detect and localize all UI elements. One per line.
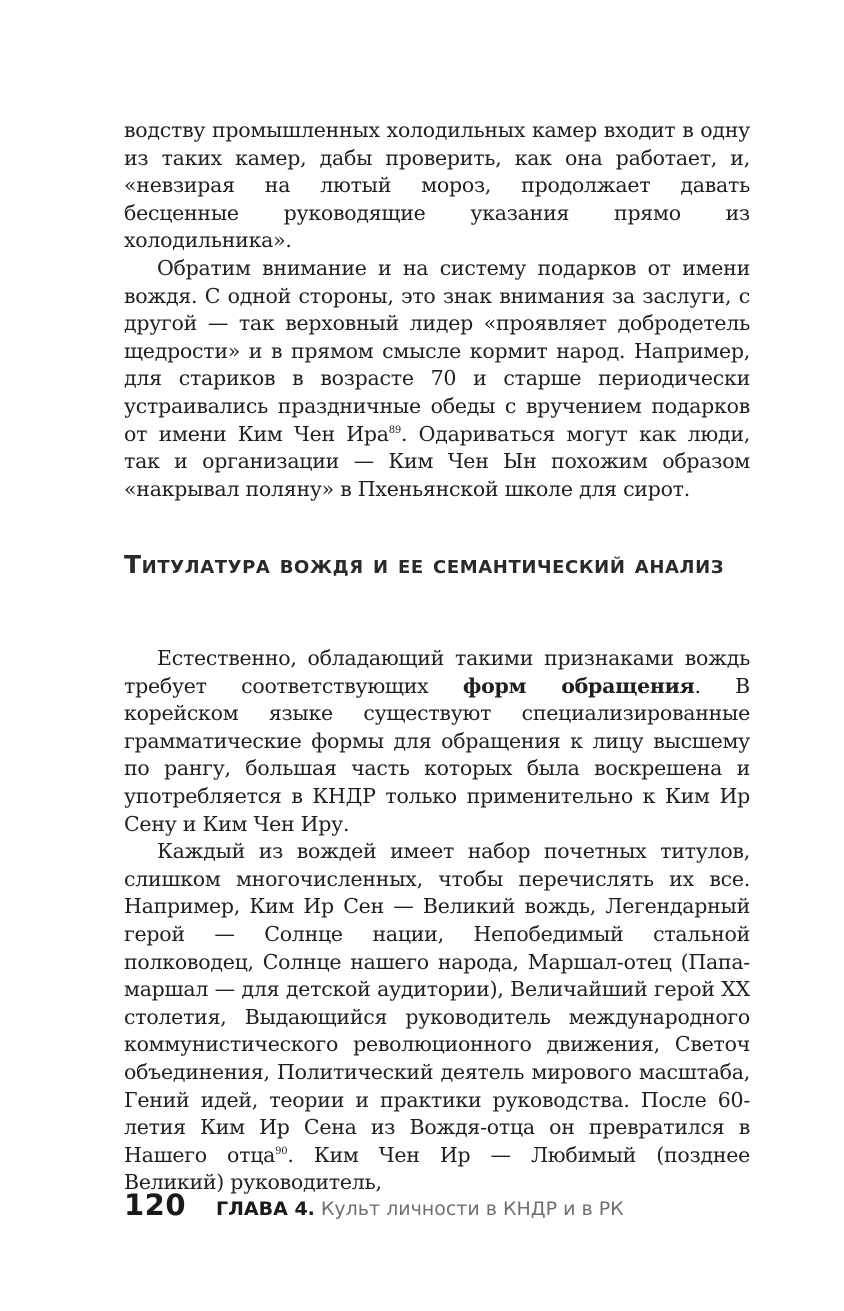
chapter-label: ГЛАВА 4. [216,1198,315,1220]
page-number: 120 [124,1188,187,1222]
page-footer [124,1188,624,1228]
paragraph-text: . Одариваться могут как люди, так и организации — Ким Чен Ын похожим образом «накрывал поляну» в Пхеньянской школе для сирот. [124,421,750,501]
bottom-text-block [124,645,750,1197]
paragraph-text: Обратим внимание и на систему подарков от имени вождя. С одной стороны, это знак внимания за заслуги, с другой — так верховный лидер «проявляет добродетель щедрости» и в прямом смысле кормит народ. Например, для стариков в возрасте 70 и старше периодически устраивались праздничные обеды с вручением подарков от имени Ким Чен Ира [124,255,750,446]
paragraph-text: водству промышленных холодильных камер входит в одну из таких камер, дабы проверить, как она работает, и, «невзирая на лютый мороз, продолжает давать бесценные руководящие указания прямо из холодильника». [124,118,750,253]
emphasis-term: форм обращения [462,673,695,698]
paragraph-continuation [124,117,750,255]
footnote-ref-90[interactable]: 90 [275,1145,288,1157]
paragraph-gifts [124,255,750,503]
top-text-block [124,117,750,503]
paragraph-text: Каждый из вождей имеет набор почетных титулов, слишком многочисленных, чтобы перечислять их все. Например, Ким Ир Сен — Великий вождь, Легендарный герой — Солнце нации, Непобедимый стальной полководец, Солнце нашего народа, Маршал-отец (Папа-маршал — для детской аудитории), Величайший герой XX столетия, Выдающийся руководитель международного коммунистического революционного движения, Светоч объединения, Политический деятель мирового масштаба, Гений идей, теории и практики руководства. После 60-летия Ким Ир Сена из Вождя-отца он превратился в Нашего отца [124,839,750,1167]
paragraph-text: . В корейском языке существуют специализированные грамматические формы для обращения к лицу высшему по рангу, большая часть которых была воскрешена и употребляется в КНДР только применительно к Ким Ир Сену и Ким Чен Иру. [124,673,750,836]
footnote-ref-89[interactable]: 89 [388,424,401,436]
paragraph-forms-of-address [124,645,750,838]
section-heading: Титулатура вождя и ее семантический анализ [124,550,725,579]
chapter-title: Культ личности в КНДР и в РК [320,1198,624,1220]
paragraph-titles [124,838,750,1197]
paragraph-text: . Ким Чен Ир — Любимый (позднее Великий) руководитель, [124,1142,750,1195]
paragraph-text: Естественно, обладающий такими признаками вождь требует соответствующих [124,646,750,698]
